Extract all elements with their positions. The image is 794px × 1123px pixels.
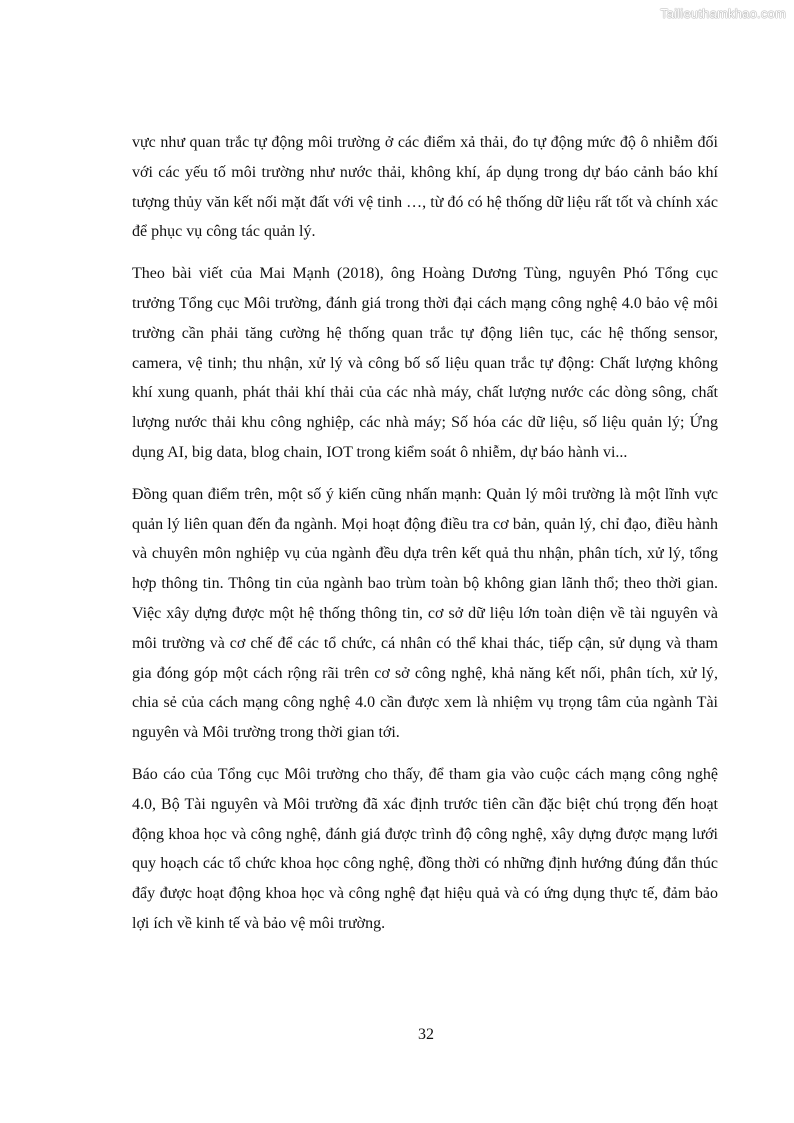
- paragraph-1: vực như quan trắc tự động môi trường ở các điểm xả thải, đo tự động mức độ ô nhiễm đối với các yếu tố môi trường như nước thải, không khí, áp dụng trong dự báo cảnh báo khí tượng thủy văn kết nối mặt đất với vệ tinh …, từ đó có hệ thống dữ liệu rất tốt và chính xác để phục vụ công tác quản lý.: [132, 134, 718, 241]
- watermark-text: Tailieuthamkhao.com: [660, 6, 786, 21]
- paragraph-3: Đồng quan điểm trên, một số ý kiến cũng nhấn mạnh: Quản lý môi trường là một lĩnh vực quản lý liên quan đến đa ngành. Mọi hoạt động điều tra cơ bản, quản lý, chỉ đạo, điều hành và chuyên môn nghiệp vụ của ngành đều dựa trên kết quả thu nhận, phân tích, xử lý, tổng hợp thông tin. Thông tin của ngành bao trùm toàn bộ không gian lãnh thổ; theo thời gian. Việc xây dựng được một hệ thống thông tin, cơ sở dữ liệu lớn toàn diện về tài nguyên và môi trường và cơ chế để các tổ chức, cá nhân có thể khai thác, tiếp cận, sử dụng và tham gia đóng góp một cách rộng rãi trên cơ sở công nghệ, khả năng kết nối, phân tích, xử lý, chia sẻ của cách mạng công nghệ 4.0 cần được xem là nhiệm vụ trọng tâm của ngành Tài nguyên và Môi trường trong thời gian tới.: [132, 485, 718, 742]
- page-number: 32: [418, 1026, 434, 1043]
- paragraph-2: Theo bài viết của Mai Mạnh (2018), ông Hoàng Dương Tùng, nguyên Phó Tổng cục trưởng Tổng cục Môi trường, đánh giá trong thời đại cách mạng công nghệ 4.0 bảo vệ môi trường cần phải tăng cường hệ thống quan trắc tự động liên tục, các hệ thống sensor, camera, vệ tinh; thu nhận, xử lý và công bố số liệu quan trắc tự động: Chất lượng không khí xung quanh, phát thải khí thải của các nhà máy, chất lượng nước các dòng sông, chất lượng nước thải khu công nghiệp, các nhà máy; Số hóa các dữ liệu, số liệu quản lý; Ứng dụng AI, big data, blog chain, IOT trong kiểm soát ô nhiễm, dự báo hành vi...: [132, 265, 718, 461]
- paragraph-4: Báo cáo của Tổng cục Môi trường cho thấy, để tham gia vào cuộc cách mạng công nghệ 4.0, Bộ Tài nguyên và Môi trường đã xác định trước tiên cần đặc biệt chú trọng đến hoạt động khoa học và công nghệ, đánh giá được trình độ công nghệ, xây dựng được mạng lưới quy hoạch các tổ chức khoa học công nghệ, đồng thời có những định hướng đúng đắn thúc đẩy được hoạt động khoa học và công nghệ đạt hiệu quả và có ứng dụng thực tế, đảm bảo lợi ích về kinh tế và bảo vệ môi trường.: [132, 765, 718, 932]
- document-body: [132, 128, 718, 951]
